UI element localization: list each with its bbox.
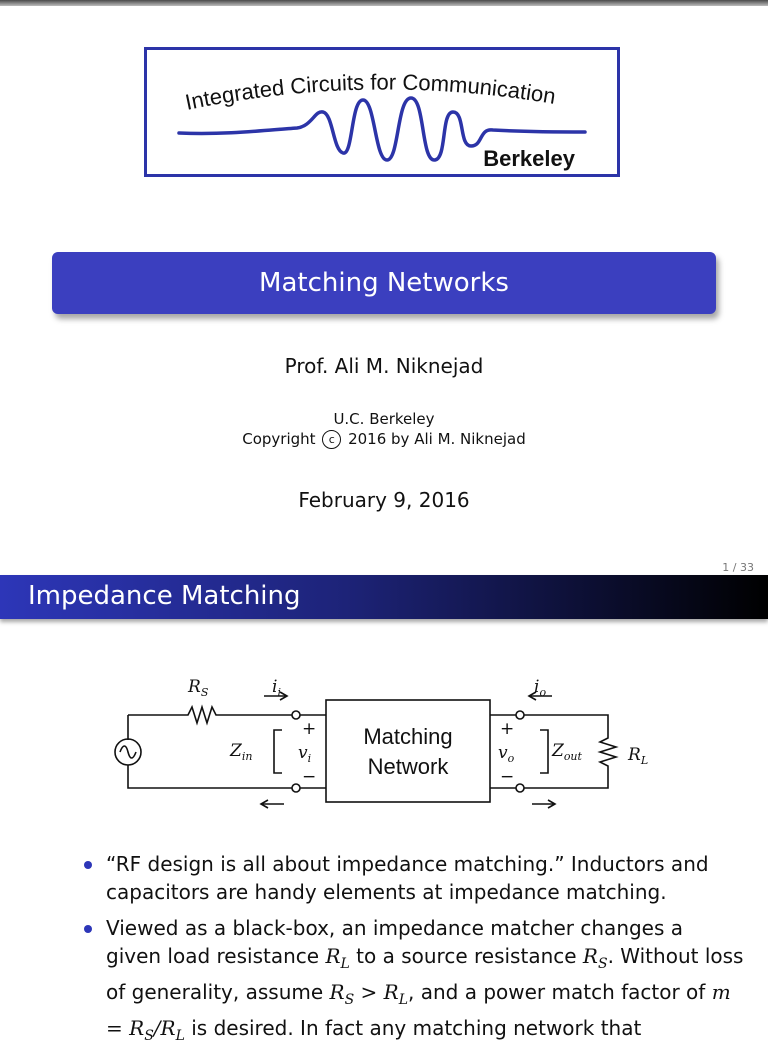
vi-plus: + <box>302 719 317 739</box>
matching-network-box <box>326 700 490 802</box>
list-item <box>84 850 744 906</box>
ii-label: $i_i$ <box>272 677 281 699</box>
logo <box>144 47 620 177</box>
bullet-list <box>84 850 744 1058</box>
frame-title-bar <box>0 575 768 619</box>
sine-icon <box>120 746 136 758</box>
rs-resistor <box>128 707 292 723</box>
zout-label: $Z_{out}$ <box>552 741 582 763</box>
presentation-title: Matching Networks <box>259 268 509 298</box>
page-number: 1 / 33 <box>722 561 754 574</box>
zout-bracket <box>540 730 548 773</box>
rl-label: $R_L$ <box>628 745 649 767</box>
matching-network-circuit <box>100 660 680 820</box>
zin-bracket <box>274 730 282 773</box>
copyright-suffix: 2016 by Ali M. Niknejad <box>348 430 526 448</box>
vi-minus: − <box>302 767 317 787</box>
copyright-icon: c <box>322 430 341 449</box>
frame-title: Impedance Matching <box>28 581 301 611</box>
logo-top-text: Integrated Circuits for Communication <box>182 69 558 115</box>
vo-minus: − <box>500 767 515 787</box>
copyright-prefix: Copyright <box>242 430 316 448</box>
logo-bottom-text: Berkeley <box>483 146 575 171</box>
author: Prof. Ali M. Niknejad <box>284 354 484 378</box>
bullet-dot-icon <box>84 925 92 933</box>
vo-plus: + <box>500 719 515 739</box>
copyright-line <box>0 430 768 449</box>
title-slide <box>0 6 768 574</box>
institution: U.C. Berkeley <box>333 410 435 428</box>
box-label-line2: Network <box>367 754 449 779</box>
zin-label: $Z_{in}$ <box>230 741 253 763</box>
logo-graphic <box>147 50 617 174</box>
title-bar <box>52 252 716 314</box>
bullet-dot-icon <box>84 861 92 869</box>
vi-label: $v_i$ <box>298 743 312 765</box>
presentation-date: February 9, 2016 <box>298 488 470 512</box>
list-item: Viewed as a black-box, an impedance matcher changes a given load resistance $R_L$ to a source resistance $R_S$. Without loss of generality, assume $R_S > R_L$, and a power match factor of $m = R_S/R_L$ is desired. In fact any matching network that <box>84 914 744 1050</box>
vo-label: $v_o$ <box>498 743 515 765</box>
box-label-line1: Matching <box>363 724 453 749</box>
io-label: $i_o$ <box>534 677 547 699</box>
bullet-1-text: “RF design is all about impedance matching.” Inductors and capacitors are handy elements at impedance matching. <box>106 852 709 904</box>
rs-label: $R_S$ <box>188 677 209 699</box>
source-bottom-wire <box>128 765 292 788</box>
